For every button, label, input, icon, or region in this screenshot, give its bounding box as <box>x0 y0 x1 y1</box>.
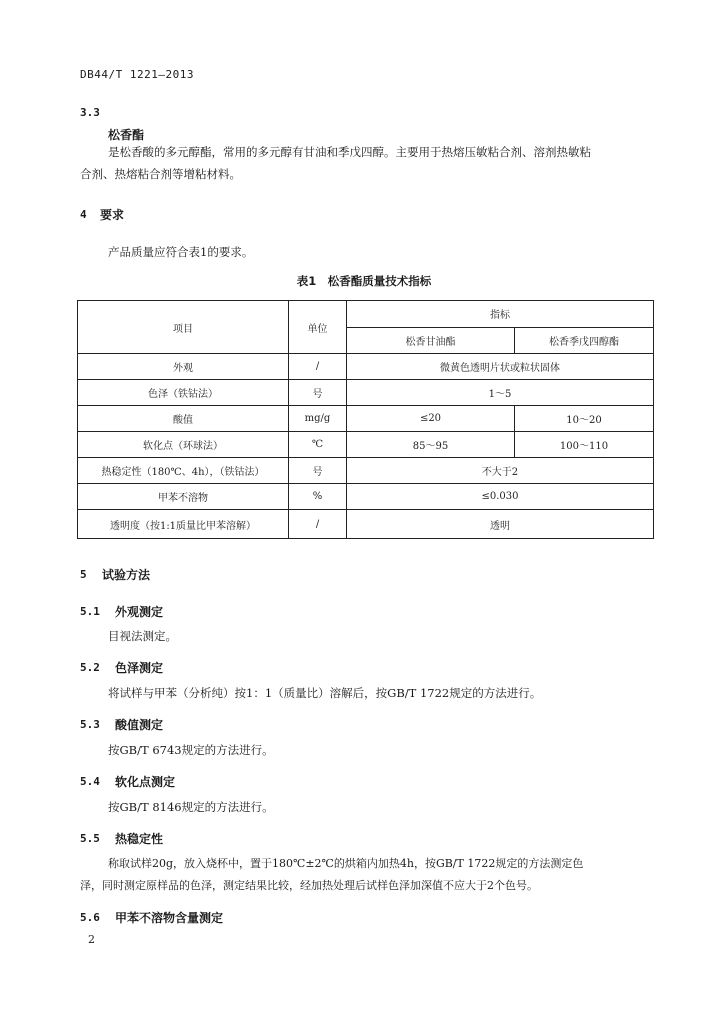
section-title-appearance: 外观测定 <box>115 605 164 619</box>
section-title-requirements: 要求 <box>100 208 125 222</box>
row-unit: / <box>289 510 347 539</box>
table-caption: 表1 松香酯质量技术指标 <box>296 274 432 288</box>
row-item: 外观 <box>78 354 289 380</box>
section-title-acid-value: 酸值测定 <box>115 718 164 732</box>
term-title: 松香酯 <box>108 128 145 142</box>
section-number-5-3: 5.3 <box>80 718 100 731</box>
row-value: 不大于2 <box>347 458 654 484</box>
header-item: 项目 <box>78 301 289 354</box>
table-row <box>78 380 654 406</box>
table-row <box>78 458 654 484</box>
row-value-pentaerythritol: 10～20 <box>515 406 654 432</box>
section-number-5-5: 5.5 <box>80 832 100 845</box>
section-number-4: 4 <box>80 208 87 221</box>
page-number: 2 <box>88 933 95 946</box>
row-value-glycerol: ≤20 <box>347 406 515 432</box>
row-value-pentaerythritol: 100～110 <box>515 432 654 458</box>
table-row <box>78 432 654 458</box>
table-row <box>78 406 654 432</box>
section-number-5-6: 5.6 <box>80 911 100 924</box>
row-item: 甲苯不溶物 <box>78 484 289 510</box>
thermal-stability-line2: 泽，同时测定原样品的色泽，测定结果比较，经加热处理后试样色泽加深值不应大于2个色号。 <box>80 879 538 892</box>
row-item: 色泽（铁钴法） <box>78 380 289 406</box>
row-unit: mg/g <box>289 406 347 432</box>
row-item: 酸值 <box>78 406 289 432</box>
row-item: 软化点（环球法） <box>78 432 289 458</box>
section-number-5: 5 <box>80 568 87 581</box>
row-value: 微黄色透明片状或粒状固体 <box>347 354 654 380</box>
color-text: 将试样与甲苯（分析纯）按1：1（质量比）溶解后，按GB/T 1722规定的方法进行。 <box>108 686 542 700</box>
header-index: 指标 <box>347 301 654 328</box>
thermal-stability-line1: 称取试样20g，放入烧杯中，置于180℃±2℃的烘箱内加热4h，按GB/T 1722规定的方法测定色 <box>108 857 584 870</box>
section-title-test-methods: 试验方法 <box>102 568 151 582</box>
row-unit: 号 <box>289 380 347 406</box>
table-row <box>78 510 654 539</box>
row-unit: 号 <box>289 458 347 484</box>
row-item: 透明度（按1:1质量比甲苯溶解） <box>78 510 289 539</box>
term-definition-line2: 合剂、热熔粘合剂等增粘材料。 <box>80 167 241 181</box>
header-col-pentaerythritol-ester: 松香季戊四醇酯 <box>515 327 654 354</box>
table-row <box>78 354 654 380</box>
term-definition-line1: 是松香酸的多元醇酯，常用的多元醇有甘油和季戊四醇。主要用于热熔压敏粘合剂、溶剂热敏粘 <box>108 145 591 159</box>
row-unit: ℃ <box>289 432 347 458</box>
row-value: 透明 <box>347 510 654 539</box>
section-title-softening-point: 软化点测定 <box>115 775 176 789</box>
row-value: 1～5 <box>347 380 654 406</box>
row-value: ≤0.030 <box>347 484 654 510</box>
section-title-thermal-stability: 热稳定性 <box>115 832 164 846</box>
acid-value-text: 按GB/T 6743规定的方法进行。 <box>108 743 274 757</box>
standard-id: DB44/T 1221—2013 <box>80 68 194 81</box>
row-unit: % <box>289 484 347 510</box>
section-number-3-3: 3.3 <box>80 106 100 119</box>
table-row <box>78 484 654 510</box>
row-value-glycerol: 85～95 <box>347 432 515 458</box>
quality-spec-table <box>77 300 654 539</box>
section-number-5-1: 5.1 <box>80 605 100 618</box>
section-number-5-4: 5.4 <box>80 775 100 788</box>
softening-point-text: 按GB/T 8146规定的方法进行。 <box>108 800 274 814</box>
row-item: 热稳定性（180℃、4h），（铁钴法） <box>78 458 289 484</box>
header-col-glycerol-ester: 松香甘油酯 <box>347 327 515 354</box>
appearance-text: 目视法测定。 <box>108 629 177 643</box>
requirements-text: 产品质量应符合表1的要求。 <box>108 245 254 259</box>
section-number-5-2: 5.2 <box>80 661 100 674</box>
section-title-toluene-insoluble: 甲苯不溶物含量测定 <box>115 911 224 925</box>
row-unit: / <box>289 354 347 380</box>
section-title-color: 色泽测定 <box>115 661 164 675</box>
header-unit: 单位 <box>289 301 347 354</box>
